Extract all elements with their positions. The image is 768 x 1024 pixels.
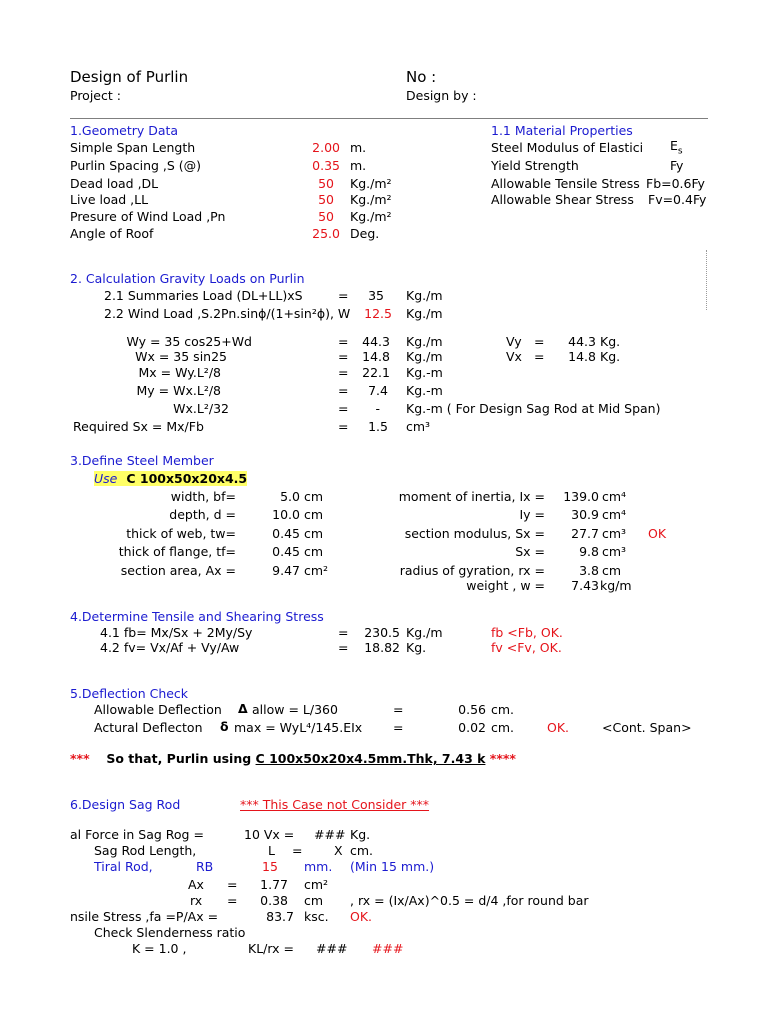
summary-text: So that, Purlin using xyxy=(106,751,252,766)
steel-prop-unit: cm xyxy=(304,507,324,522)
slenderness-label: Check Slenderness ratio xyxy=(94,925,246,940)
shear-unit: Kg. xyxy=(600,349,621,364)
stress-value: 230.5 xyxy=(364,625,400,640)
stress-value: 18.82 xyxy=(364,640,400,655)
summary-stars-right: **** xyxy=(489,751,516,766)
shear-eq: = xyxy=(534,349,545,364)
use-label: Use xyxy=(94,471,120,486)
gravity-calc-value: 7.4 xyxy=(368,383,388,398)
section-modulus-status: OK xyxy=(648,526,667,541)
material-label: Steel Modulus of Elastici xyxy=(491,140,644,155)
material-label: Allowable Tensile Stress xyxy=(491,176,640,191)
sagrod-force-label: al Force in Sag Rog = xyxy=(70,827,204,842)
section-name: C 100x50x20x4.5 xyxy=(120,471,247,486)
shear-label: Vx xyxy=(506,349,522,364)
geometry-unit: Deg. xyxy=(350,226,380,241)
steel-prop-label: weight , w = xyxy=(466,578,545,593)
gravity-calc-label: Wx.L²/32 xyxy=(173,401,229,416)
deflection-formula: allow = L/360 xyxy=(252,702,338,717)
stress-label: 4.1 fb= Mx/Sx + 2My/Sy xyxy=(100,625,253,640)
rod-radius-value: 0.38 xyxy=(260,893,288,908)
gravity-calc-value: - xyxy=(375,401,380,416)
steel-prop-unit: cm xyxy=(602,563,622,578)
steel-prop-value: 9.8 xyxy=(579,544,599,559)
sagrod-note: *** This Case not Consider *** xyxy=(240,797,430,812)
gravity-calc-eq: = xyxy=(338,365,349,380)
steel-prop-label: thick of flange, tf= xyxy=(118,544,236,559)
rod-radius-label: rx xyxy=(190,893,203,908)
gravity-load-value: 12.5 xyxy=(364,306,392,321)
geometry-unit: Kg./m² xyxy=(350,176,392,191)
sagrod-force-value: ### xyxy=(314,827,346,842)
rod-area-eq: = xyxy=(227,877,238,892)
steel-prop-label: radius of gyration, rx = xyxy=(399,563,545,578)
gravity-load-eq: = xyxy=(338,288,349,303)
steel-prop-unit: cm⁴ xyxy=(602,507,627,522)
gravity-calc-label: Wy = 35 cos25+Wd xyxy=(126,334,252,349)
material-symbol-sub: s xyxy=(677,146,683,157)
gravity-calc-eq: = xyxy=(338,383,349,398)
deflection-label: Actural Deflecton xyxy=(94,720,203,735)
deflection-status: OK. xyxy=(547,720,570,735)
slenderness-ratio-label: KL/rx = xyxy=(248,941,295,956)
gravity-calc-label: My = Wx.L²/8 xyxy=(136,383,221,398)
tiral-rod-unit: mm. xyxy=(304,859,333,874)
steel-prop-value: 9.47 xyxy=(272,563,300,578)
summary-section: C 100x50x20x4.5mm.Thk, 7.43 k xyxy=(255,751,486,766)
steel-prop-unit: cm⁴ xyxy=(602,489,627,504)
shear-value: 44.3 xyxy=(568,334,596,349)
slenderness-ratio-value: ### xyxy=(316,941,348,956)
gravity-calc-unit: Kg.-m xyxy=(406,365,443,380)
sagrod-force-unit: Kg. xyxy=(350,827,371,842)
geometry-heading: 1.Geometry Data xyxy=(70,123,179,138)
material-symbol: Fb=0.6Fy xyxy=(646,176,705,191)
scan-mark xyxy=(706,250,707,310)
gravity-calc-unit: Kg.-m ( For Design Sag Rod at Mid Span) xyxy=(406,401,661,416)
gravity-calc-unit: Kg./m xyxy=(406,334,443,349)
sagrod-length-eq: = xyxy=(292,843,303,858)
steel-prop-value: 30.9 xyxy=(571,507,599,522)
sagrod-length-value: X xyxy=(334,843,343,858)
stress-eq: = xyxy=(338,625,349,640)
steel-prop-unit: kg/m xyxy=(600,578,632,593)
gravity-calc-value: 14.8 xyxy=(362,349,390,364)
gravity-calc-value: 1.5 xyxy=(368,419,388,434)
gravity-calc-label: Wx = 35 sin25 xyxy=(135,349,227,364)
delta-symbol: Δ xyxy=(238,701,248,716)
geometry-label: Angle of Roof xyxy=(70,226,154,241)
steel-prop-unit: cm xyxy=(304,489,324,504)
rod-radius-unit: cm xyxy=(304,893,324,908)
tensile-stress-value: 83.7 xyxy=(266,909,294,924)
steel-prop-label: moment of inertia, Ix = xyxy=(398,489,545,504)
gravity-load-label: 2.2 Wind Load ,S.2Pn.sinϕ/(1+sin²ϕ), W xyxy=(104,306,351,321)
gravity-calc-value: 44.3 xyxy=(362,334,390,349)
section-selection xyxy=(94,471,247,486)
span-note: <Cont. Span> xyxy=(602,720,692,735)
deflection-eq: = xyxy=(393,702,404,717)
tiral-rod-note: (Min 15 mm.) xyxy=(350,859,435,874)
material-symbol: Fv=0.4Fy xyxy=(648,192,707,207)
tensile-stress-status: OK. xyxy=(350,909,373,924)
summary-line xyxy=(70,751,516,766)
stress-heading: 4.Determine Tensile and Shearing Stress xyxy=(70,609,324,624)
document-number-label: No : xyxy=(406,68,437,86)
stress-unit: Kg./m xyxy=(406,625,443,640)
deflection-unit: cm. xyxy=(491,720,515,735)
gravity-calc-unit: cm³ xyxy=(406,419,431,434)
sagrod-length-symbol: L xyxy=(268,843,275,858)
gravity-calc-label: Required Sx = Mx/Fb xyxy=(73,419,204,434)
material-symbol: Fy xyxy=(670,158,684,173)
design-by-label: Design by : xyxy=(406,88,477,103)
rod-radius-note: , rx = (Ix/Ax)^0.5 = d/4 ,for round bar xyxy=(350,893,589,908)
geometry-unit: Kg./m² xyxy=(350,192,392,207)
geometry-value: 2.00 xyxy=(312,140,340,155)
geometry-label: Purlin Spacing ,S (@) xyxy=(70,158,202,173)
document-title: Design of Purlin xyxy=(70,68,189,86)
rod-area-value: 1.77 xyxy=(260,877,288,892)
steel-prop-value: 7.43 xyxy=(571,578,599,593)
gravity-calc-unit: Kg./m xyxy=(406,349,443,364)
delta-symbol: δ xyxy=(220,719,229,734)
gravity-calc-eq: = xyxy=(338,401,349,416)
shear-eq: = xyxy=(534,334,545,349)
steel-prop-unit: cm² xyxy=(304,563,329,578)
geometry-unit: Kg./m² xyxy=(350,209,392,224)
material-label: Yield Strength xyxy=(491,158,579,173)
steel-prop-unit: cm³ xyxy=(602,526,627,541)
k-factor-label: K = 1.0 , xyxy=(132,941,187,956)
material-heading: 1.1 Material Properties xyxy=(491,123,633,138)
steel-prop-value: 139.0 xyxy=(563,489,599,504)
geometry-value: 0.35 xyxy=(312,158,340,173)
steel-prop-label: Iy = xyxy=(519,507,545,522)
steel-prop-value: 0.45 xyxy=(272,526,300,541)
material-label: Allowable Shear Stress xyxy=(491,192,634,207)
deflection-value: 0.56 xyxy=(458,702,486,717)
deflection-eq: = xyxy=(393,720,404,735)
steel-prop-unit: cm xyxy=(304,526,324,541)
tiral-rod-type: RB xyxy=(196,859,214,874)
gravity-calc-eq: = xyxy=(338,419,349,434)
gravity-calc-value: 22.1 xyxy=(362,365,390,380)
steel-prop-label: width, bf= xyxy=(170,489,236,504)
deflection-heading: 5.Deflection Check xyxy=(70,686,189,701)
project-label: Project : xyxy=(70,88,121,103)
stress-unit: Kg. xyxy=(406,640,427,655)
geometry-value: 50 xyxy=(318,209,334,224)
steel-prop-label: section modulus, Sx = xyxy=(404,526,545,541)
deflection-label: Allowable Deflection xyxy=(94,702,222,717)
steel-prop-label: Sx = xyxy=(515,544,545,559)
stress-status: fv <Fv, OK. xyxy=(491,640,562,655)
rod-radius-eq: = xyxy=(227,893,238,908)
geometry-unit: m. xyxy=(350,140,367,155)
geometry-label: Live load ,LL xyxy=(70,192,149,207)
steel-heading: 3.Define Steel Member xyxy=(70,453,214,468)
deflection-unit: cm. xyxy=(491,702,515,717)
steel-prop-unit: cm³ xyxy=(602,544,627,559)
geometry-value: 50 xyxy=(318,192,334,207)
geometry-label: Dead load ,DL xyxy=(70,176,159,191)
material-symbol-text: E xyxy=(670,138,678,153)
gravity-load-label: 2.1 Summaries Load (DL+LL)xS xyxy=(104,288,303,303)
gravity-calc-label: Mx = Wy.L²/8 xyxy=(138,365,221,380)
geometry-value: 25.0 xyxy=(312,226,340,241)
steel-prop-value: 27.7 xyxy=(571,526,599,541)
gravity-load-value: 35 xyxy=(368,288,384,303)
steel-prop-value: 0.45 xyxy=(272,544,300,559)
steel-prop-label: section area, Ax = xyxy=(120,563,236,578)
sagrod-force-formula: 10 Vx = xyxy=(244,827,295,842)
tensile-stress-unit: ksc. xyxy=(304,909,329,924)
deflection-formula: max = WyL⁴/145.EIx xyxy=(234,720,363,735)
geometry-value: 50 xyxy=(318,176,334,191)
gravity-calc-unit: Kg.-m xyxy=(406,383,443,398)
slenderness-status: ### xyxy=(372,941,404,956)
rod-area-label: Ax xyxy=(188,877,204,892)
tiral-rod-label: Tiral Rod, xyxy=(94,859,153,874)
tiral-rod-value: 15 xyxy=(262,859,278,874)
geometry-label: Simple Span Length xyxy=(70,140,196,155)
summary-stars-left: *** xyxy=(70,751,90,766)
gravity-load-unit: Kg./m xyxy=(406,306,443,321)
steel-prop-value: 5.0 xyxy=(280,489,300,504)
stress-eq: = xyxy=(338,640,349,655)
steel-prop-unit: cm xyxy=(304,544,324,559)
sagrod-length-label: Sag Rod Length, xyxy=(94,843,197,858)
shear-unit: Kg. xyxy=(600,334,621,349)
gravity-calc-eq: = xyxy=(338,349,349,364)
stress-label: 4.2 fv= Vx/Af + Vy/Aw xyxy=(100,640,240,655)
gravity-load-unit: Kg./m xyxy=(406,288,443,303)
deflection-value: 0.02 xyxy=(458,720,486,735)
gravity-heading: 2. Calculation Gravity Loads on Purlin xyxy=(70,271,305,286)
sagrod-heading: 6.Design Sag Rod xyxy=(70,797,181,812)
sagrod-length-unit: cm. xyxy=(350,843,374,858)
geometry-unit: m. xyxy=(350,158,367,173)
gravity-calc-eq: = xyxy=(338,334,349,349)
steel-prop-label: depth, d = xyxy=(169,507,236,522)
stress-status: fb <Fb, OK. xyxy=(491,625,563,640)
rod-area-unit: cm² xyxy=(304,877,329,892)
header-divider xyxy=(70,118,708,119)
steel-prop-label: thick of web, tw= xyxy=(126,526,236,541)
material-symbol xyxy=(670,138,683,160)
steel-prop-value: 10.0 xyxy=(272,507,300,522)
shear-label: Vy xyxy=(506,334,522,349)
steel-prop-value: 3.8 xyxy=(579,563,599,578)
geometry-label: Presure of Wind Load ,Pn xyxy=(70,209,226,224)
tensile-stress-label: nsile Stress ,fa =P/Ax = xyxy=(70,909,219,924)
shear-value: 14.8 xyxy=(568,349,596,364)
